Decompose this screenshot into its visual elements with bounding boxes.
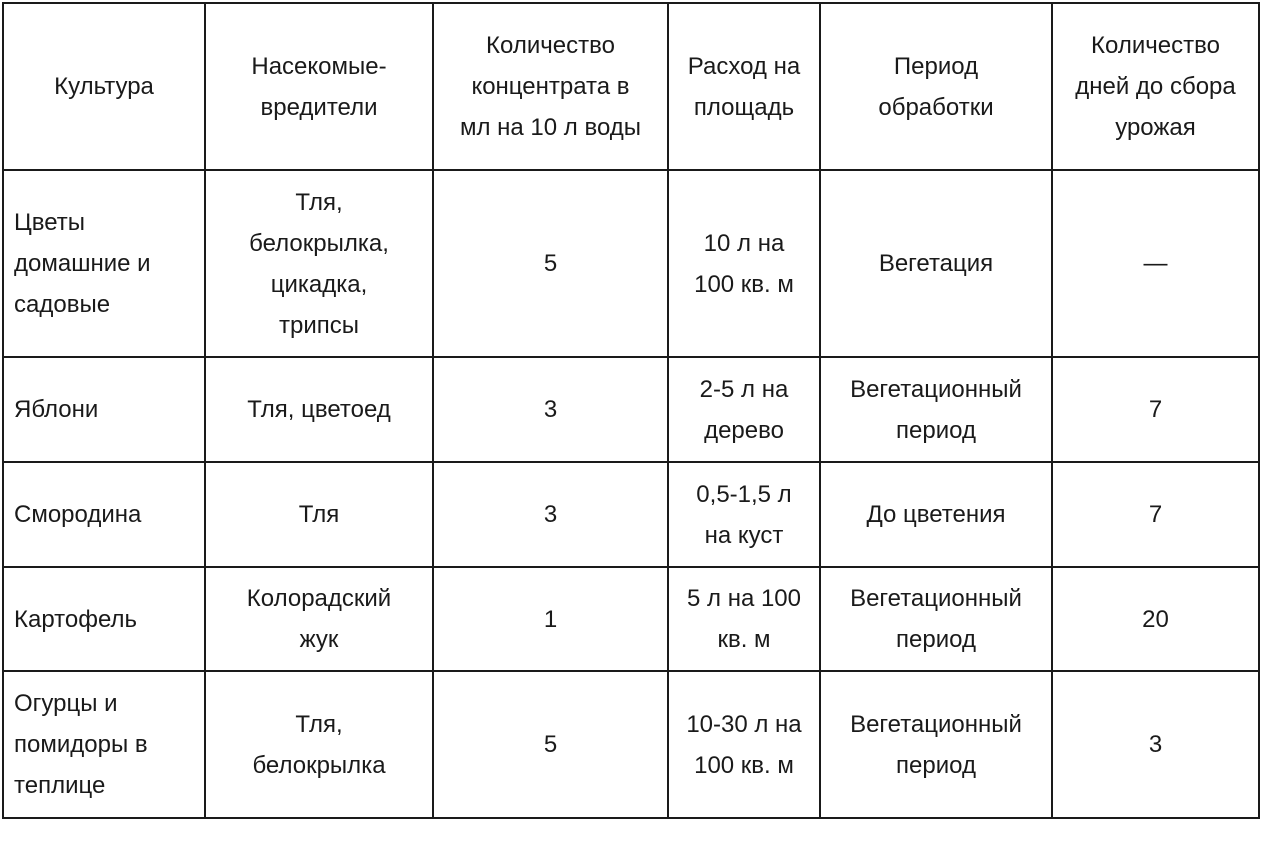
days-cell: 3 bbox=[1052, 671, 1259, 818]
table-row bbox=[3, 357, 1259, 462]
table-row bbox=[3, 567, 1259, 671]
pest-treatment-table bbox=[2, 2, 1260, 819]
consumption-cell: 10-30 л на 100 кв. м bbox=[668, 671, 820, 818]
period-cell: Вегетация bbox=[820, 170, 1052, 357]
concentrate-cell: 1 bbox=[433, 567, 668, 671]
crop-cell: Огурцы и помидоры в теплице bbox=[3, 671, 205, 818]
table-row bbox=[3, 671, 1259, 818]
pests-cell: Колорадский жук bbox=[205, 567, 433, 671]
concentrate-cell: 5 bbox=[433, 671, 668, 818]
pests-cell: Тля, цветоед bbox=[205, 357, 433, 462]
consumption-cell: 5 л на 100 кв. м bbox=[668, 567, 820, 671]
crop-cell: Смородина bbox=[3, 462, 205, 567]
crop-cell: Яблони bbox=[3, 357, 205, 462]
days-cell: 7 bbox=[1052, 357, 1259, 462]
concentrate-cell: 5 bbox=[433, 170, 668, 357]
header-consumption: Расход на площадь bbox=[668, 3, 820, 170]
pests-cell: Тля, белокрылка bbox=[205, 671, 433, 818]
header-period: Период обработки bbox=[820, 3, 1052, 170]
header-days-before-harvest: Количество дней до сбора урожая bbox=[1052, 3, 1259, 170]
crop-cell: Цветы домашние и садовые bbox=[3, 170, 205, 357]
period-cell: Вегетационный период bbox=[820, 567, 1052, 671]
pests-cell: Тля bbox=[205, 462, 433, 567]
consumption-cell: 10 л на 100 кв. м bbox=[668, 170, 820, 357]
concentrate-cell: 3 bbox=[433, 357, 668, 462]
pests-cell: Тля, белокрылка, цикадка, трипсы bbox=[205, 170, 433, 357]
consumption-cell: 0,5-1,5 л на куст bbox=[668, 462, 820, 567]
period-cell: Вегетационный период bbox=[820, 357, 1052, 462]
table-row bbox=[3, 170, 1259, 357]
header-pests: Насекомые- вредители bbox=[205, 3, 433, 170]
header-crop: Культура bbox=[3, 3, 205, 170]
days-cell: 20 bbox=[1052, 567, 1259, 671]
period-cell: До цветения bbox=[820, 462, 1052, 567]
period-cell: Вегетационный период bbox=[820, 671, 1052, 818]
consumption-cell: 2-5 л на дерево bbox=[668, 357, 820, 462]
concentrate-cell: 3 bbox=[433, 462, 668, 567]
table-row bbox=[3, 462, 1259, 567]
days-cell: 7 bbox=[1052, 462, 1259, 567]
header-concentrate: Количество концентрата в мл на 10 л воды bbox=[433, 3, 668, 170]
days-cell: — bbox=[1052, 170, 1259, 357]
crop-cell: Картофель bbox=[3, 567, 205, 671]
header-row bbox=[3, 3, 1259, 170]
